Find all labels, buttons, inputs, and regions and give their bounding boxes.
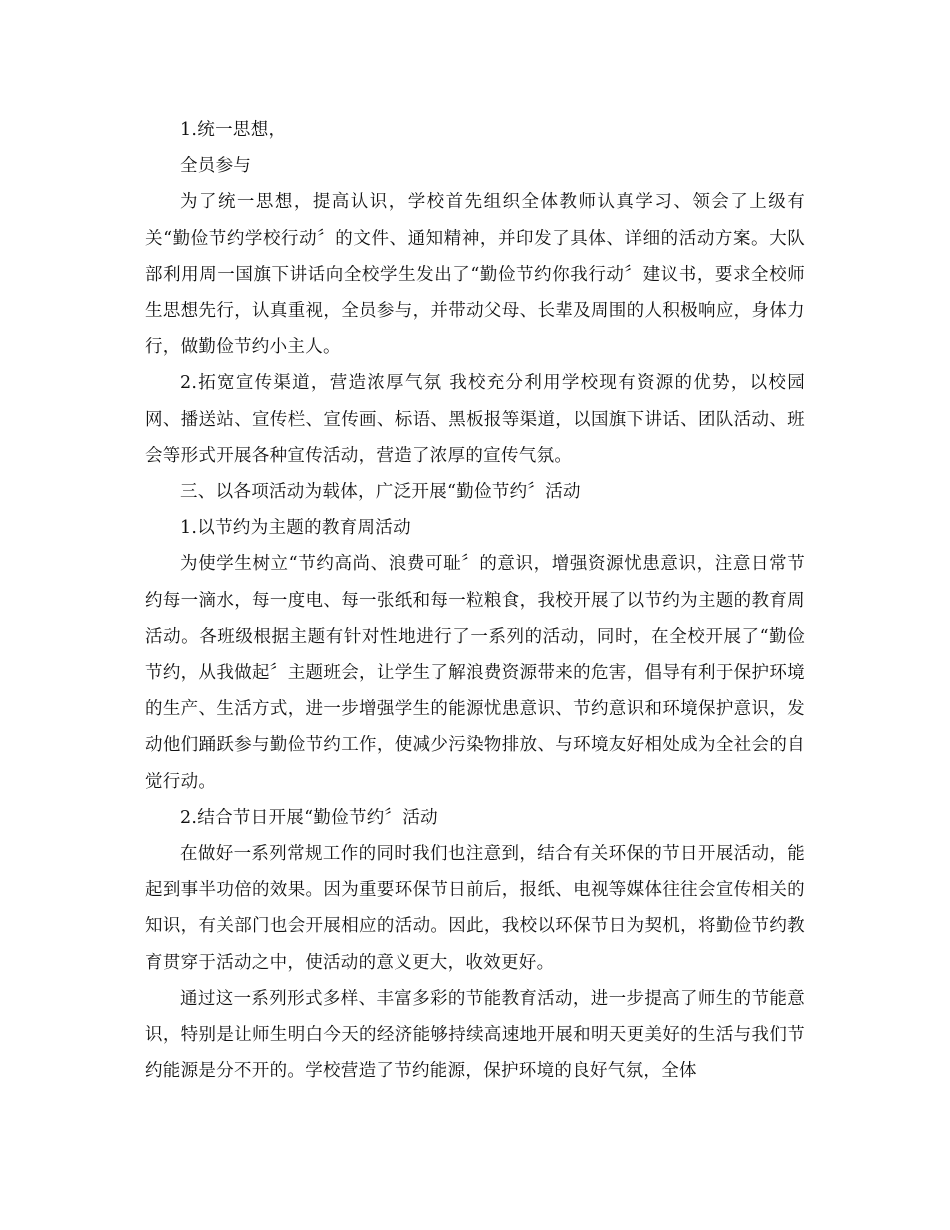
subsection-heading: 1.以节约为主题的教育周活动 [180, 518, 411, 539]
body-paragraph: 通过这一系列形式多样、丰富多彩的节能教育活动，进一步提高了师生的节能意识，特别是让师生明白今天的经济能够持续高速地开展和明天更美好的生活与我们节约能源是分不开的。学校营造了节约能源，保护环境的良好气氛，全体 [145, 988, 805, 1082]
subsection-heading: 2.结合节日开展“勤俭节约〞活动 [180, 807, 438, 828]
body-paragraph: 在做好一系列常规工作的同时我们也注意到，结合有关环保的节日开展活动，能起到事半功倍的效果。因为重要环保节日前后，报纸、电视等媒体往往会宣传相关的知识，有关部门也会开展相应的活动。因此，我校以环保节日为契机，将勤俭节约教育贯穿于活动之中，使活动的意义更大，收效更好。 [145, 844, 805, 973]
body-paragraph: 2.拓宽宣传渠道，营造浓厚气氛 我校充分利用学校现有资源的优势，以校园网、播送站、宣传栏、宣传画、标语、黑板报等渠道，以国旗下讲话、团队活动、班会等形式开展各种宣传活动，营造了浓厚的宣传气氛。 [145, 373, 805, 466]
body-paragraph: 为了统一思想，提高认识，学校首先组织全体教师认真学习、领会了上级有关“勤俭节约学校行动〞的文件、通知精神，并印发了具体、详细的活动方案。大队部利用周一国旗下讲话向全校学生发出了“勤俭节约你我行动〞建议书，要求全校师生思想先行，认真重视，全员参与，并带动父母、长辈及周围的人积极响应，身体力行，做勤俭节约小主人。 [145, 192, 805, 358]
section-heading: 1.统一思想， [180, 120, 287, 140]
document-body [145, 112, 805, 1089]
section-heading-continued: 全员参与 [180, 156, 252, 177]
body-paragraph: 为使学生树立“节约高尚、浪费可耻〞的意识，增强资源忧患意识，注意日常节约每一滴水，每一度电、每一张纸和每一粒粮食，我校开展了以节约为主题的教育周活动。各班级根据主题有针对性地进行了一系列的活动，同时，在全校开展了“勤俭节约，从我做起〞主题班会，让学生了解浪费资源带来的危害，倡导有利于保护环境的生产、生活方式，进一步增强学生的能源忧患意识、节约意识和环境保护意识，发动他们踊跃参与勤俭节约工作，使减少污染物排放、与环境友好相处成为全社会的自觉行动。 [145, 554, 805, 792]
section-heading: 三、以各项活动为载体，广泛开展“勤俭节约〞活动 [180, 482, 581, 503]
